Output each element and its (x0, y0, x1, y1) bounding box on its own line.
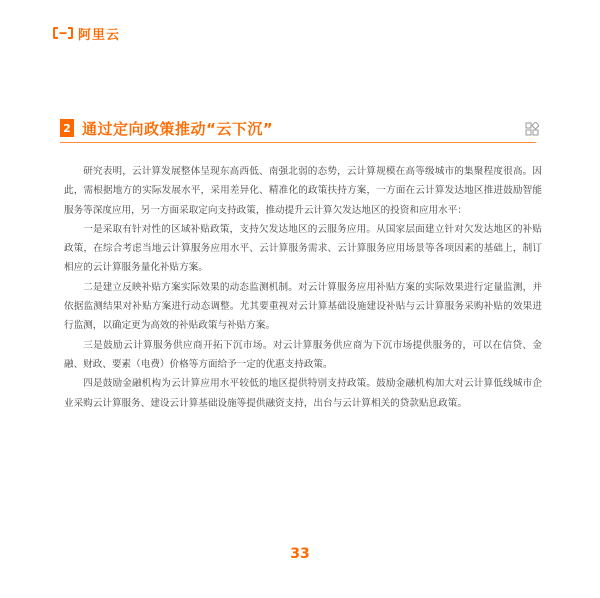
section-header (60, 118, 273, 138)
grid-nav-icon (525, 122, 539, 136)
brand-logo (52, 24, 120, 42)
section-divider (60, 142, 536, 143)
paragraph-measure-3: 三是鼓励云计算服务供应商开拓下沉市场。对云计算服务供应商为下沉市场提供服务的，可以在信贷、金融、财政、要素（电费）价格等方面给予一定的优惠支持政策。 (64, 339, 542, 370)
section-title: 通过定向政策推动“云下沉” (82, 119, 274, 138)
paragraph-intro: 研究表明，云计算发展整体呈现东高西低、南强北弱的态势，云计算规模在高等级城市的集聚程度很高。因此，需根据地方的实际发展水平，采用差异化、精准化的政策扶持方案，一方面在云计算发达地区推进鼓励智能服务等深度应用，另一方面采取定向支持政策，推动提升云计算欠发达地区的投资和应用水平： (64, 166, 542, 216)
section-number: 2 (60, 119, 74, 137)
article-body (64, 162, 542, 413)
paragraph-measure-2: 二是建立反映补贴方案实际效果的动态监测机制。对云计算服务应用补贴方案的实际效果进行定量监测，并依据监测结果对补贴方案进行动态调整。尤其要重视对云计算基础设施建设补贴与云计算服务采购补贴的效果进行监测，以确定更为高效的补贴政策与补贴方案。 (64, 281, 542, 332)
page-number: 33 (290, 546, 310, 562)
brand-name: 阿里云 (78, 27, 121, 43)
aliyun-logo-icon (52, 26, 74, 40)
paragraph-measure-1: 一是采取有针对性的区域补贴政策，支持欠发达地区的云服务应用。从国家层面建立针对欠发达地区的补贴政策，在综合考虑当地云计算服务应用水平、云计算服务需求、云计算服务应用场景等各项因素的基础上，制订相应的云计算服务量化补贴方案。 (64, 223, 542, 274)
paragraph-measure-4: 四是鼓励金融机构为云计算应用水平较低的地区提供特别支持政策。鼓励金融机构加大对云计算低线城市企业采购云计算服务、建设云计算基础设施等提供融资支持，出台与云计算相关的贷款贴息政策。 (64, 378, 542, 409)
